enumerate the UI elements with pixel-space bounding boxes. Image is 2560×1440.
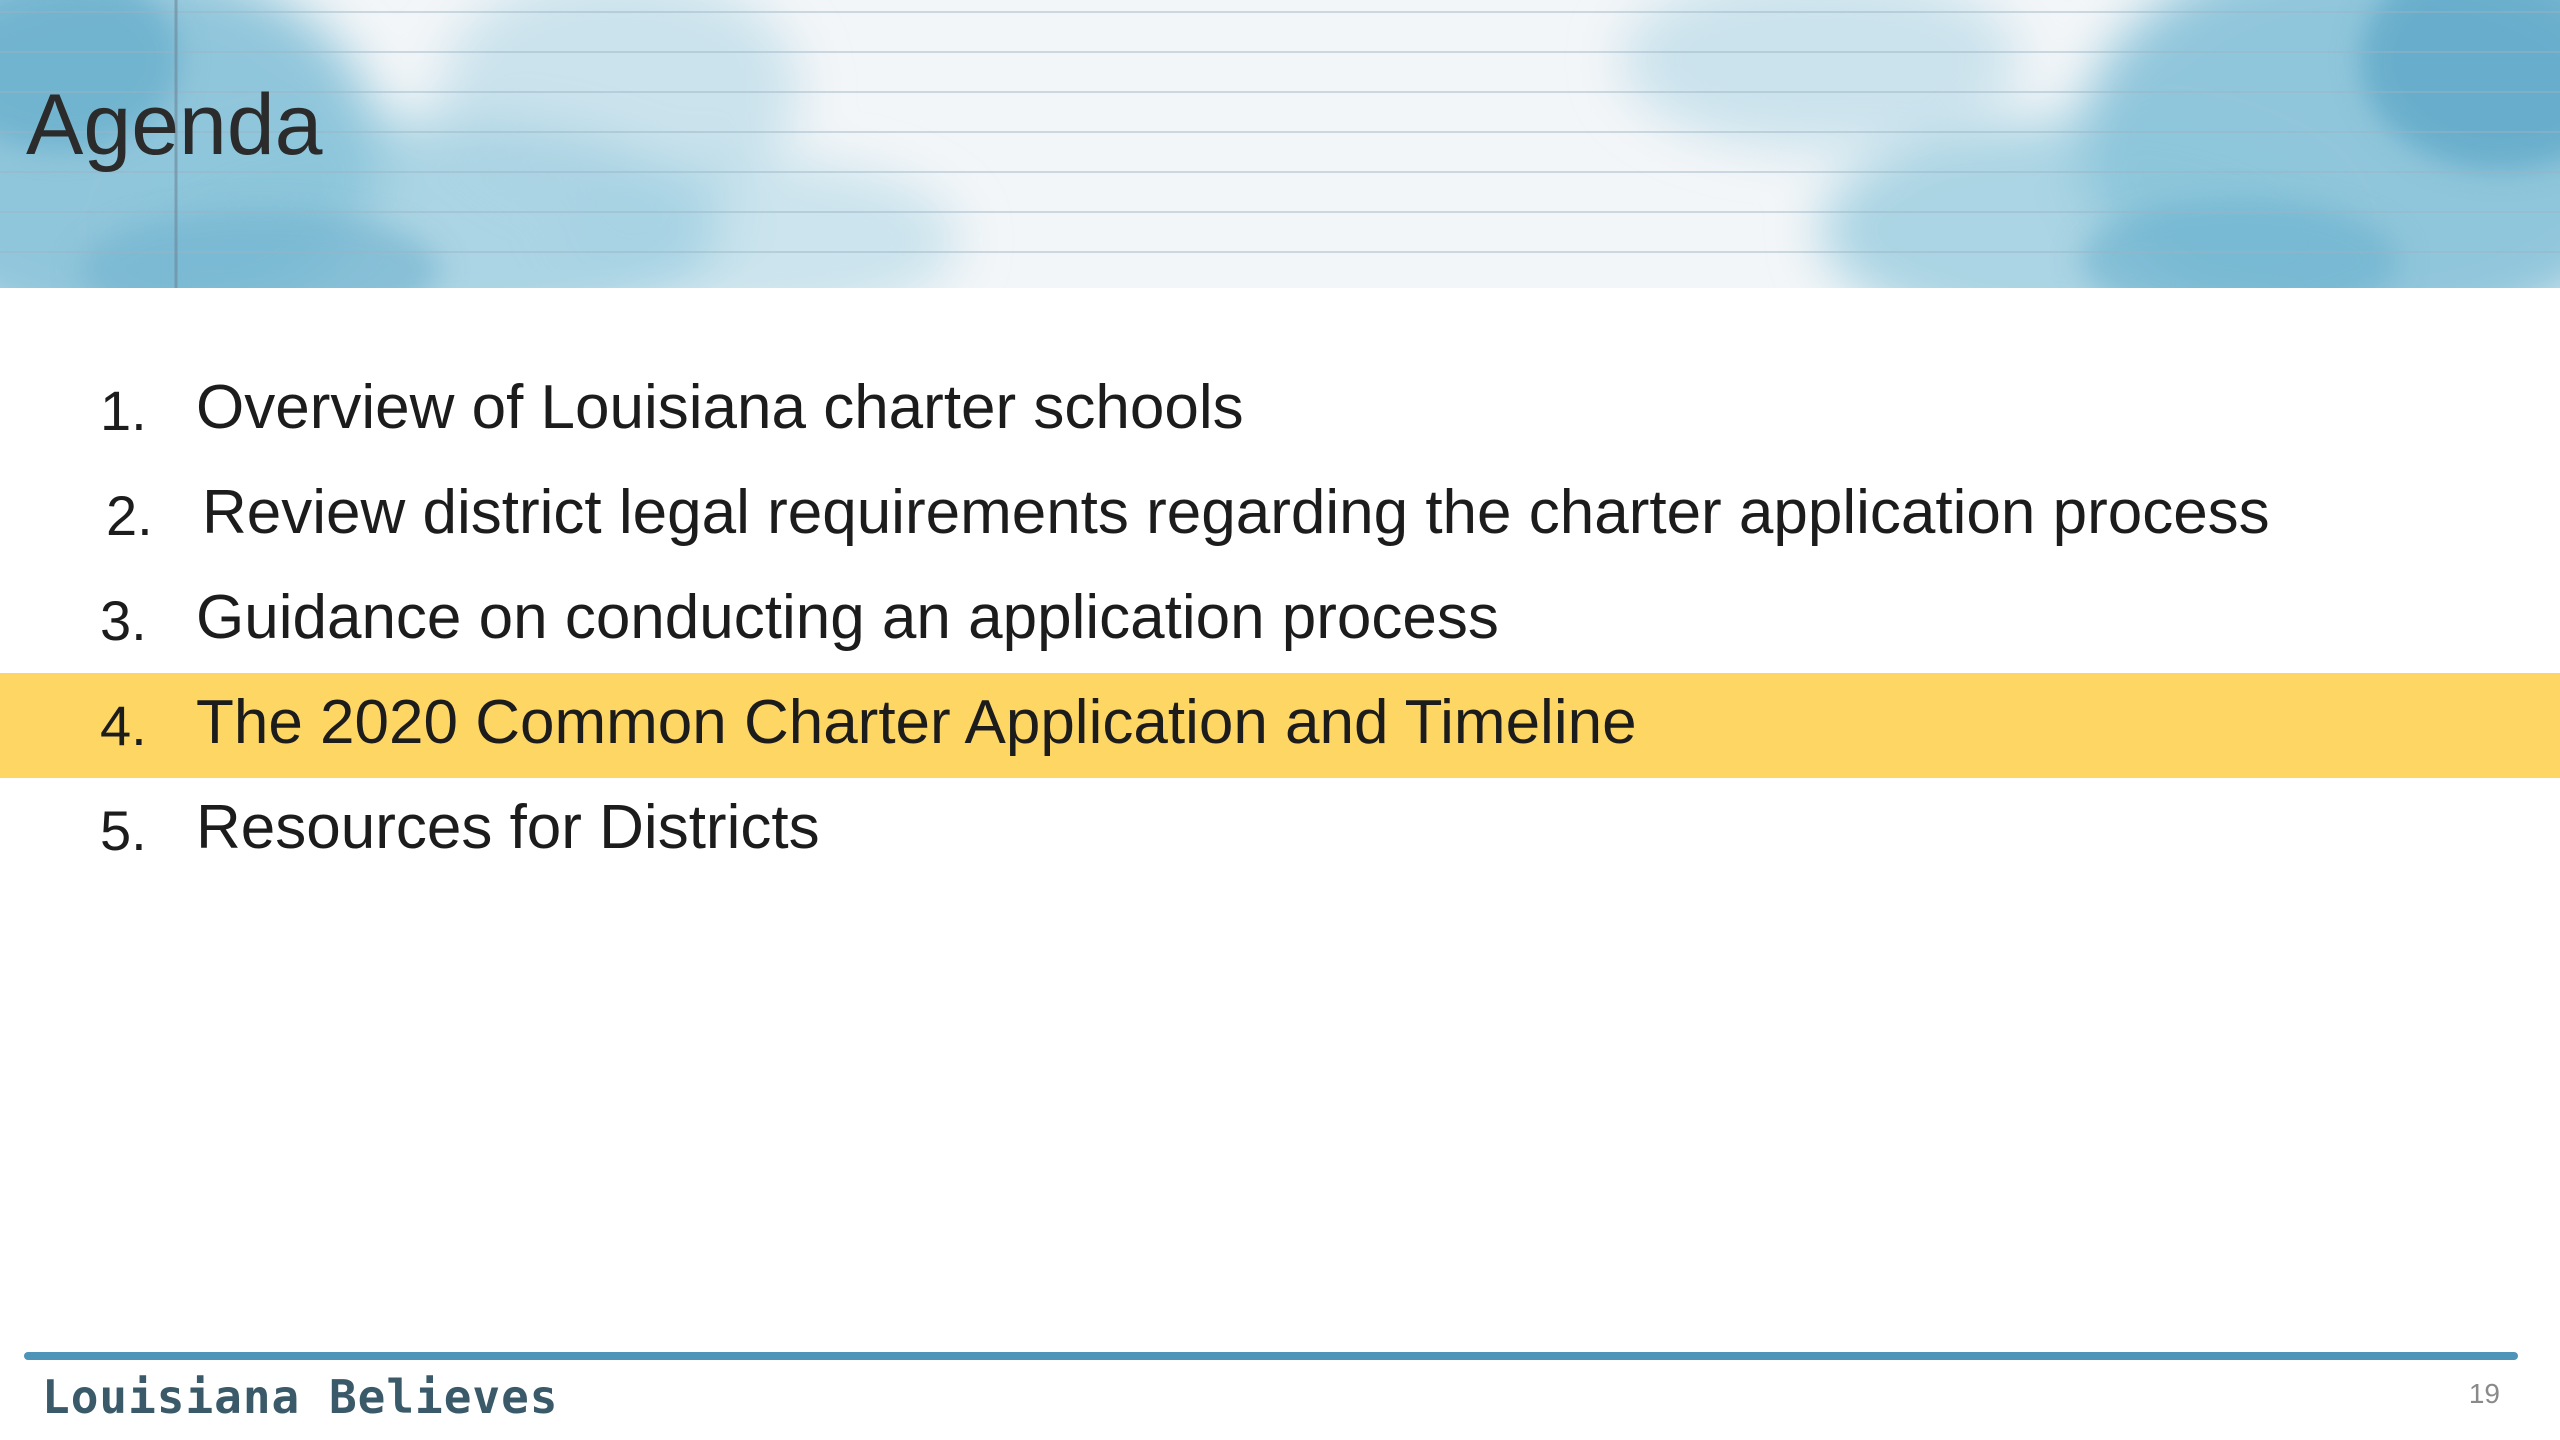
agenda-item-text: The 2020 Common Charter Application and Timeline: [196, 688, 1637, 757]
agenda-list: [0, 358, 2560, 883]
brand-logo-text: Louisiana Believes: [42, 1370, 559, 1424]
agenda-item-number: 1.: [100, 379, 147, 442]
agenda-item-number: 4.: [100, 694, 147, 757]
agenda-item-text: Guidance on conducting an application process: [196, 583, 1499, 652]
agenda-item-resources: [0, 778, 2560, 883]
agenda-item-overview: [0, 358, 2560, 463]
agenda-item-number: 5.: [100, 799, 147, 862]
watercolor-notebook-background: [0, 0, 2560, 288]
agenda-item-text: Resources for Districts: [196, 793, 820, 862]
header-banner: [0, 0, 2560, 288]
footer-divider: [24, 1352, 2518, 1360]
agenda-item-number: 3.: [100, 589, 147, 652]
agenda-item-number: 2.: [106, 484, 153, 547]
agenda-item-text: Overview of Louisiana charter schools: [196, 373, 1244, 442]
agenda-item-legal-requirements: [0, 463, 2560, 568]
page-number: 19: [2468, 1378, 2500, 1409]
agenda-item-guidance: [0, 568, 2560, 673]
agenda-item-common-application-highlighted: [0, 673, 2560, 778]
page-title: Agenda: [26, 77, 323, 173]
agenda-item-text: Review district legal requirements regarding the charter application process: [202, 478, 2270, 547]
